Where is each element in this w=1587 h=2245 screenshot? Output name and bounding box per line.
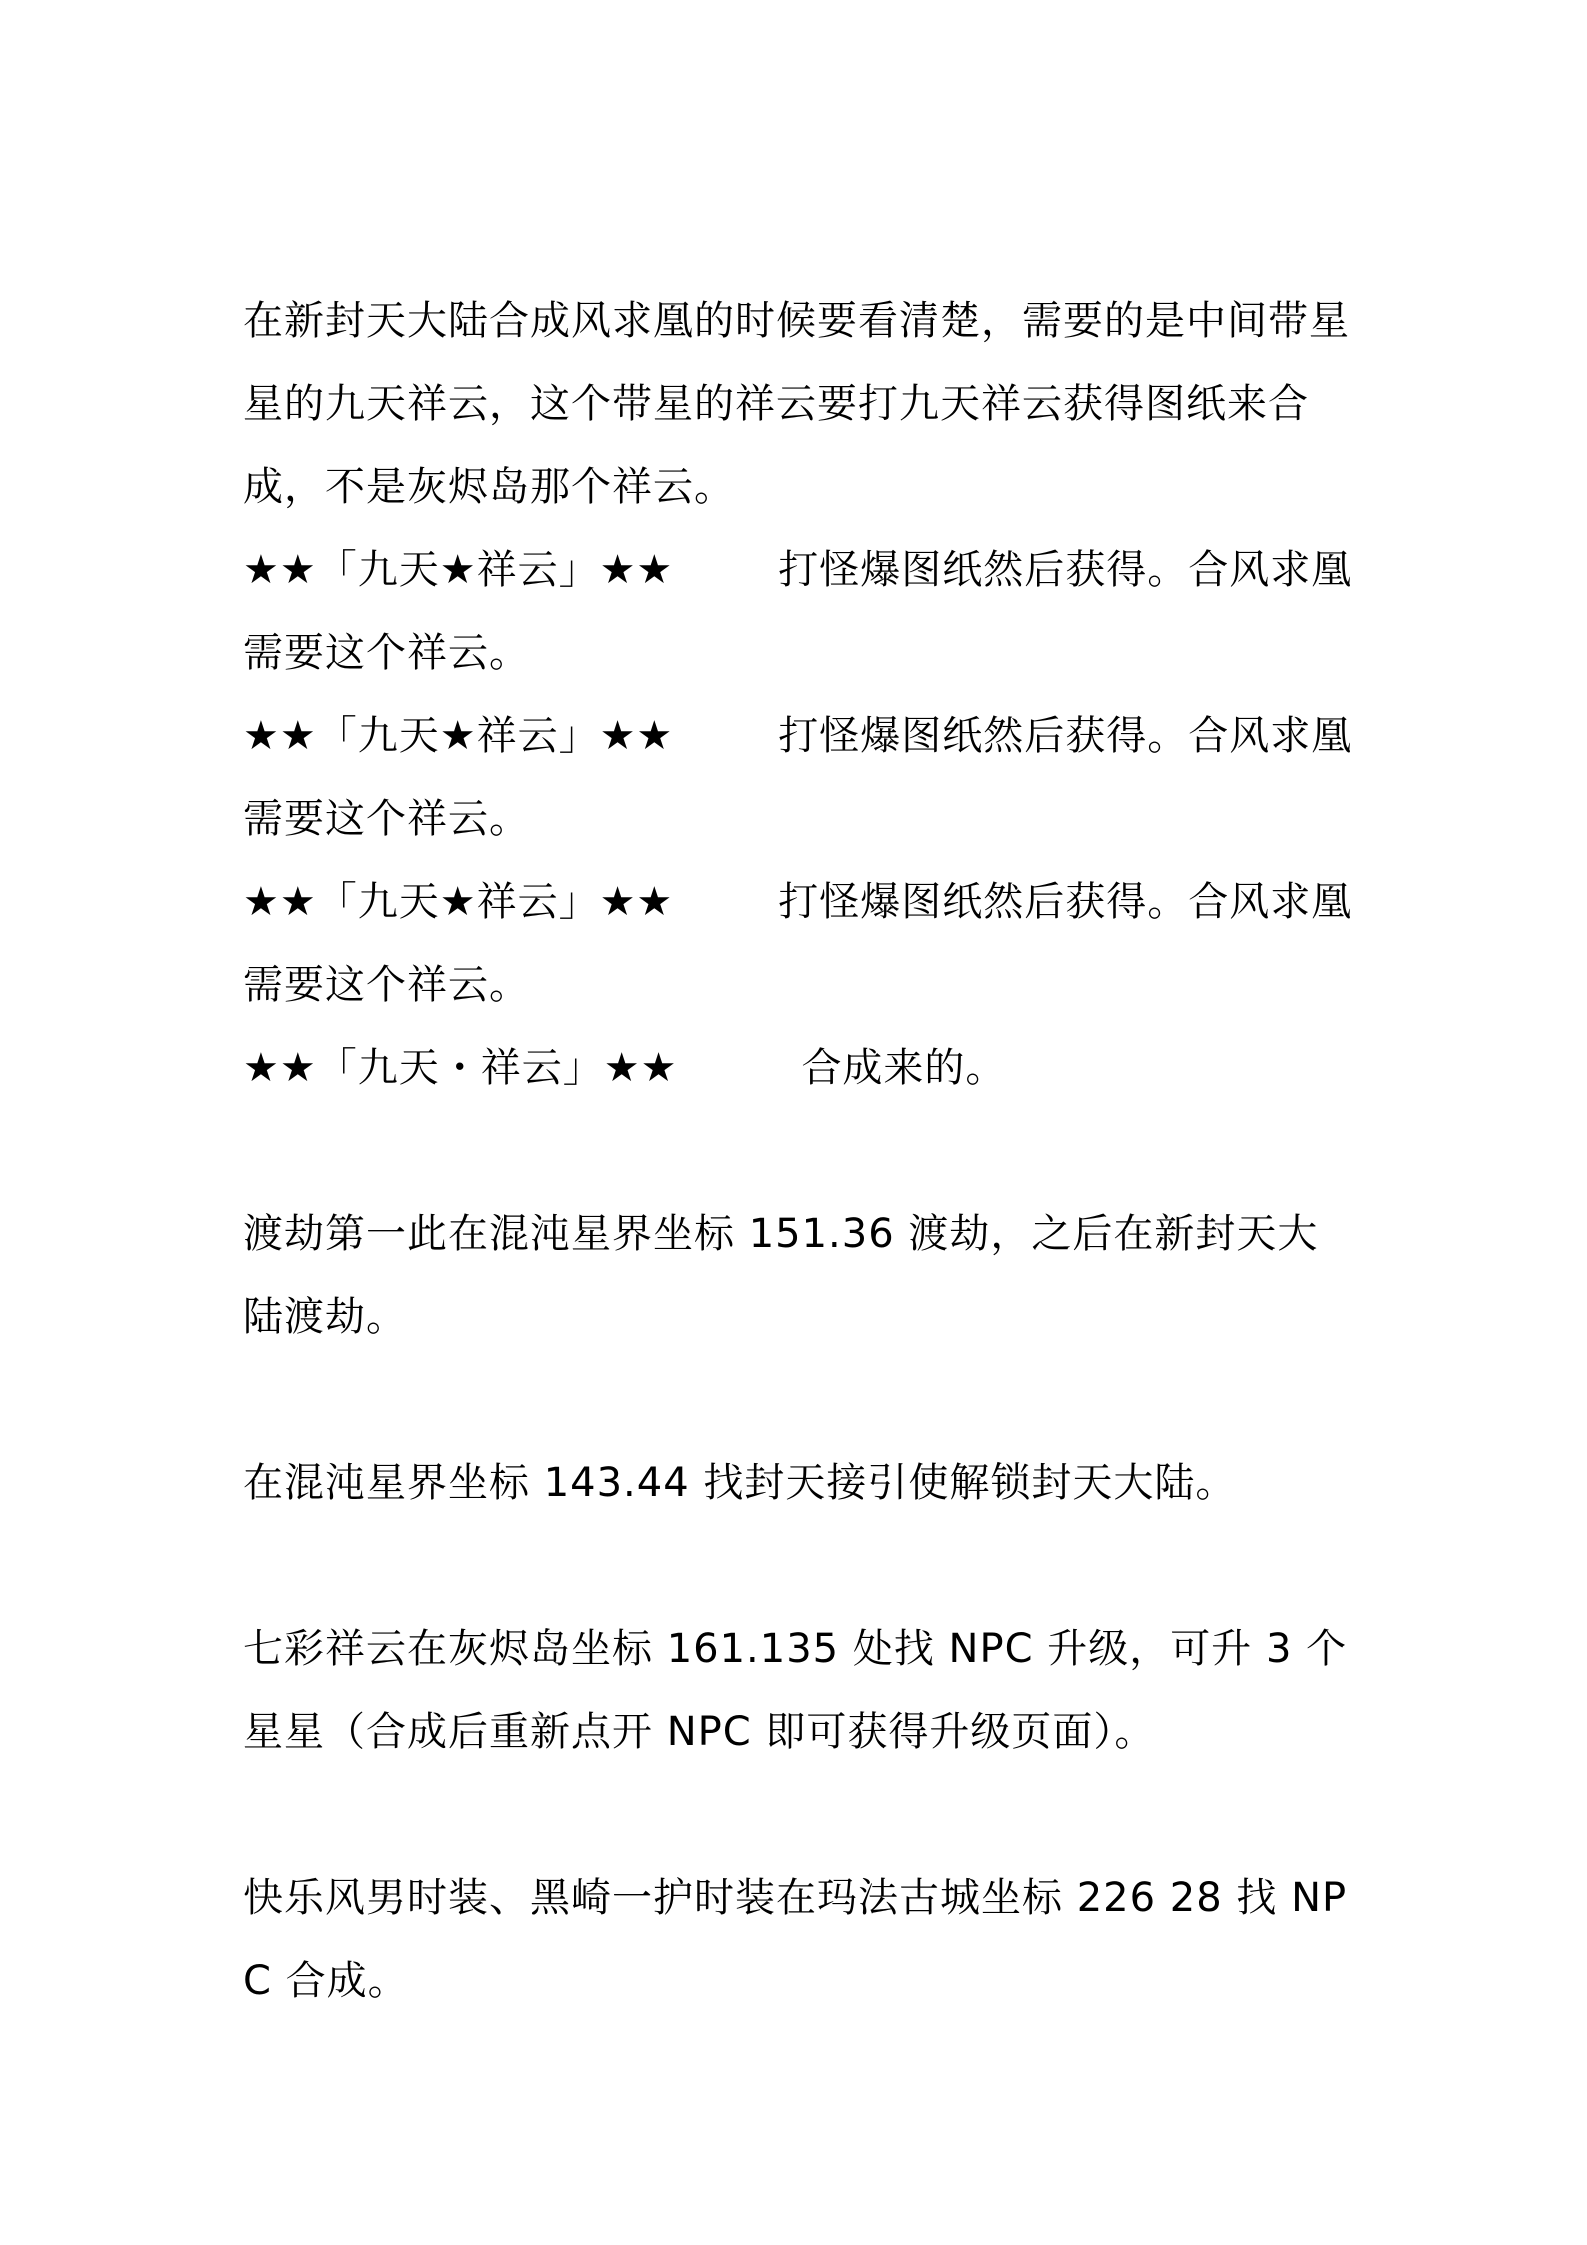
dujie-paragraph: 渡劫第一此在混沌星界坐标 151.36 渡劫，之后在新封天大陆渡劫。 [243, 1211, 1319, 1340]
item-desc: 打怪爆图纸然后获得。合风求凰需要这个祥云。 [243, 713, 1353, 842]
list-item [243, 695, 1353, 861]
item-name: ★★「九天★祥云」★★ [243, 713, 674, 759]
list-item [243, 861, 1353, 1027]
unlock-paragraph: 在混沌星界坐标 143.44 找封天接引使解锁封天大陆。 [243, 1460, 1237, 1506]
spacer [243, 1774, 1353, 1857]
intro-paragraph: 在新封天大陆合成风求凰的时候要看清楚，需要的是中间带星星的九天祥云，这个带星的祥云要打九天祥云获得图纸来合成，不是灰烬岛那个祥云。 [243, 298, 1350, 510]
spacer [243, 1525, 1353, 1608]
qicai-paragraph: 七彩祥云在灰烬岛坐标 161.135 处找 NPC 升级，可升 3 个星星（合成后重新点开 NPC 即可获得升级页面）。 [243, 1626, 1348, 1755]
item-name: ★★「九天★祥云」★★ [243, 547, 674, 593]
spacer [243, 1359, 1353, 1442]
item-name: ★★「九天★祥云」★★ [243, 879, 674, 925]
list-item [243, 529, 1353, 695]
document-body [243, 280, 1353, 2023]
spacer [243, 1110, 1353, 1193]
costume-paragraph: 快乐风男时装、黑崎一护时装在玛法古城坐标 226 28 找 NPC 合成。 [243, 1875, 1348, 2004]
list-item [243, 1027, 1353, 1110]
item-desc: 打怪爆图纸然后获得。合风求凰需要这个祥云。 [243, 547, 1353, 676]
item-desc: 打怪爆图纸然后获得。合风求凰需要这个祥云。 [243, 879, 1353, 1008]
item-name: ★★「九天・祥云」★★ [243, 1045, 678, 1091]
item-desc: 合成来的。 [801, 1045, 1007, 1091]
